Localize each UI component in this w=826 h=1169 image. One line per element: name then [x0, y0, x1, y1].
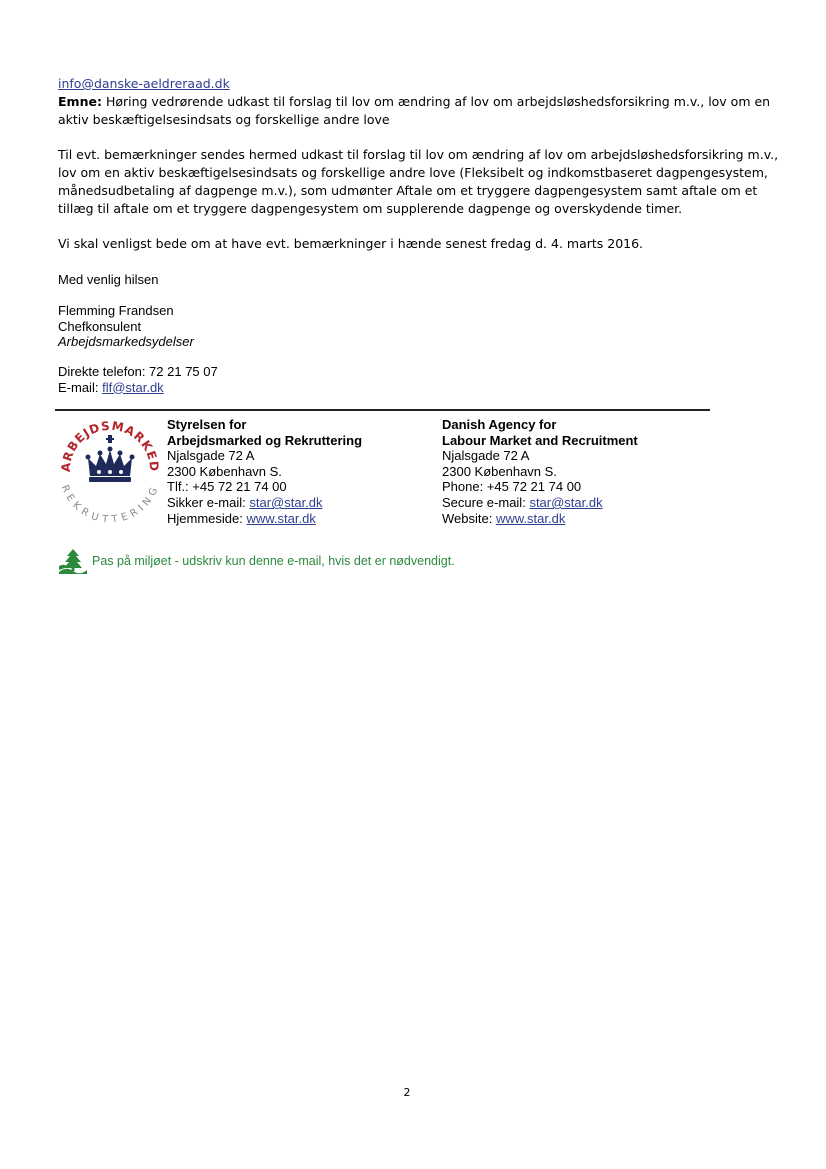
secure-email-label: Sikker e-mail: — [167, 494, 246, 510]
page-number: 2 — [403, 1086, 411, 1099]
agency-secure-email-row — [442, 495, 638, 511]
divider — [55, 409, 710, 411]
agency-city: 2300 København S. — [442, 463, 557, 479]
website-label: Hjemmeside: — [167, 510, 243, 526]
subject-text-1: Høring vedrørende udkast til forslag til lov om ændring af lov om arbejdsløshedsforsikring m.v., lov om en — [105, 94, 771, 109]
agency-website-row — [167, 511, 362, 527]
greeting: Med venlig hilsen — [58, 272, 159, 287]
secure-email-link[interactable]: star@star.dk — [249, 494, 323, 510]
agency-secure-email-row — [167, 495, 362, 511]
agency-name-line1: Danish Agency for — [442, 417, 557, 432]
sender-title: Chefkonsulent — [58, 318, 142, 334]
agency-city: 2300 København S. — [167, 463, 282, 479]
subject-text-2: aktiv beskæftigelsesindsats og forskellige andre love — [58, 112, 390, 127]
body-paragraph-2 — [58, 235, 643, 253]
secure-email-link[interactable]: star@star.dk — [529, 494, 603, 510]
sender-email-link[interactable]: flf@star.dk — [102, 379, 164, 395]
eco-note — [58, 548, 455, 574]
agency-danish — [167, 417, 362, 526]
agency-name-line1: Styrelsen for — [167, 417, 247, 432]
paragraph-line: lov om en aktiv beskæftigelsesindsats og forskellige andre love (Fleksibelt og indkomstbaseret dagpengesystem, — [58, 165, 768, 180]
website-label: Website: — [442, 510, 493, 526]
paragraph-line: månedsudbetaling af dagpenge m.v.), som udmønter Aftale om et tryggere dagpengesystem samt aftale om et — [58, 183, 758, 198]
direct-phone: Direkte telefon: 72 21 75 07 — [58, 364, 218, 379]
sender-email-row — [58, 380, 218, 396]
agency-name-line2: Labour Market and Recruitment — [442, 432, 638, 448]
agency-street: Njalsgade 72 A — [167, 448, 255, 464]
email-label: E-mail: — [58, 379, 99, 395]
sender-name: Flemming Frandsen — [58, 303, 174, 318]
agency-logo — [52, 412, 168, 528]
agency-english — [442, 417, 638, 526]
website-link[interactable]: www.star.dk — [246, 510, 316, 526]
body-paragraph-1 — [58, 146, 778, 218]
agency-website-row — [442, 511, 638, 527]
agency-street: Njalsgade 72 A — [442, 448, 530, 464]
paragraph-line: tillæg til aftale om et tryggere dagpengesystem om supplerende dagpenge og overskydende timer. — [58, 201, 683, 216]
agency-phone: Phone: +45 72 21 74 00 — [442, 479, 582, 495]
agency-name-line2: Arbejdsmarked og Rekruttering — [167, 432, 363, 448]
email-header — [58, 75, 770, 129]
recipient-email-link[interactable]: info@danske-aeldreraad.dk — [58, 76, 230, 91]
sender-department: Arbejdsmarkedsydelser — [58, 334, 194, 349]
contact-block — [58, 364, 218, 395]
tree-icon — [58, 548, 88, 574]
logo-top-text: ARBEJDSMARKED — [58, 418, 162, 473]
subject-line-1 — [58, 93, 770, 111]
website-link[interactable]: www.star.dk — [495, 510, 566, 526]
subject-label: Emne: — [58, 94, 102, 109]
eco-note-text: Pas på miljøet - udskriv kun denne e-mail, hvis det er nødvendigt. — [92, 554, 455, 568]
secure-email-label: Secure e-mail: — [442, 494, 526, 510]
paragraph-line: Til evt. bemærkninger sendes hermed udkast til forslag til lov om ændring af lov om arbejdsløshedsforsikring m.v., — [58, 147, 779, 162]
signature-block — [58, 303, 194, 350]
agency-phone: Tlf.: +45 72 21 74 00 — [167, 479, 287, 495]
deadline-text: Vi skal venligst bede om at have evt. bemærkninger i hænde senest fredag d. 4. marts 2016. — [58, 236, 644, 251]
logo-bottom-text: REKRUTTERING — [58, 483, 162, 526]
